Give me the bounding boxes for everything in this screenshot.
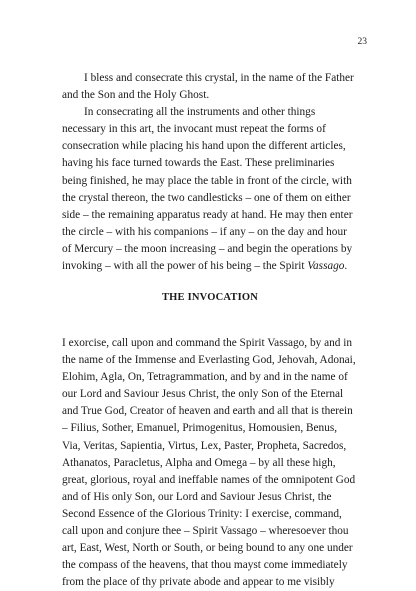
section-heading: THE INVOCATION <box>161 292 259 303</box>
paragraph-invocation: I exorcise, call upon and command the Spirit Vassago, by and in the name of the Immense and Everlasting God, Jehovah, Adonai, Elohim, Agla, On, Tetragrammation, and by and in the name of our Lord and Saviour Jesus Christ, the only Son of the Eternal and True God, Creator of heaven and earth and all that is therein – Filius, Sother, Emanuel, Primogenitus, Homousien, Benus, Via, Veritas, Sapientia, Virtus, Lex, Paster, Propheta, Sacredos, Athanatos, Paracletus, Alpha and Omega – by all these high, great, glorious, royal and ineffable names of the omnipotent God and of His only Son, our Lord and Saviour Jesus Christ, the Second Essence of the Glorious Trinity: I exercise, command, call upon and conjure thee – Spirit Vassago – wheresoever thou art, East, West, North or South, or being bound to any one under the compass of the heavens, that thou mayst come immediately from the place of thy private abode and appear to me visibly <box>62 337 356 589</box>
invocation-text <box>62 335 358 591</box>
spirit-name-emphasis: Vassago <box>307 260 345 273</box>
paragraph-instructions-text: In consecrating all the instruments and other things necessary in this art, the invocant must repeat the forms of consecration while placing his hand upon the different articles, having his face turned towards the East. These preliminaries being finished, he may place the table in front of the circle, with the crystal thereon, the two candlesticks – one of them on either side – the remaining apparatus ready at hand. He may then enter the circle – with his companions – if any – on the day and hour of Mercury – the moon increasing – and begin the operations by invoking – with all the power of his being – the Spirit <box>62 106 353 273</box>
consecration-text <box>62 70 358 275</box>
paragraph-end-punct: . <box>344 260 348 273</box>
paragraph-blessing: I bless and consecrate this crystal, in the name of the Father and the Son and the Holy Ghost. <box>62 72 354 102</box>
paragraph-instructions <box>62 104 358 275</box>
page-number: 23 <box>357 37 367 47</box>
